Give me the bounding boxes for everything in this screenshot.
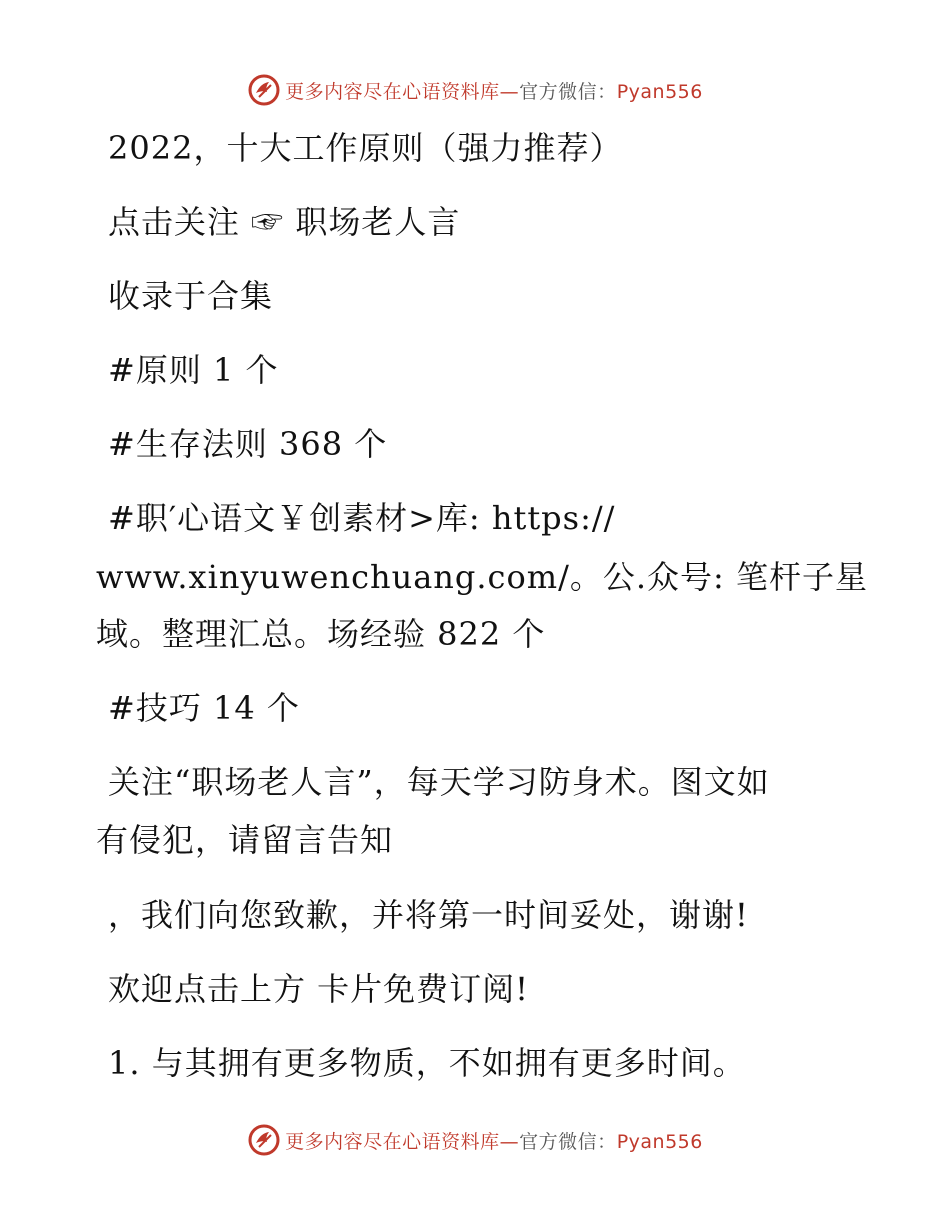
watermark-dash: — bbox=[499, 1130, 520, 1153]
notice-line-2: 有侵犯，请留言告知 bbox=[96, 821, 394, 859]
apology-line: ，我们向您致歉，并将第一时间妥处，谢谢! bbox=[108, 896, 749, 934]
watermark-text bbox=[285, 77, 703, 104]
document-title: 2022，十大工作原则（强力推荐） bbox=[108, 129, 623, 167]
notice-line-1: 关注“职场老人言”，每天学习防身术。图文如 bbox=[108, 763, 770, 801]
watermark-wechat-id: Pyan556 bbox=[616, 80, 703, 103]
watermark-site-name: 更多内容尽在心语资料库 bbox=[285, 1130, 500, 1153]
tag-workplace-line-2: www.xinyuwenchuang.com/。公.众号: 笔杆子星 bbox=[96, 558, 868, 596]
watermark-banner-bottom bbox=[0, 1120, 950, 1160]
tag-workplace-line-3: 域。整理汇总。场经验 822 个 bbox=[96, 615, 546, 653]
watermark-dash: — bbox=[499, 80, 520, 103]
watermark-site-name: 更多内容尽在心语资料库 bbox=[285, 80, 500, 103]
watermark-wechat-id: Pyan556 bbox=[616, 1130, 703, 1153]
tag-principles: #原则 1 个 bbox=[108, 351, 279, 389]
tag-workplace-line-1: #职′心语文￥创素材>库: https:// bbox=[108, 499, 616, 537]
watermark-text bbox=[285, 1127, 703, 1154]
tag-survival-rules: #生存法则 368 个 bbox=[108, 425, 388, 463]
logo-icon bbox=[247, 1123, 281, 1157]
principle-1: 1. 与其拥有更多物质，不如拥有更多时间。 bbox=[108, 1044, 746, 1082]
logo-icon bbox=[247, 73, 281, 107]
collection-line: 收录于合集 bbox=[108, 277, 274, 315]
watermark-wechat-label: 官方微信： bbox=[519, 1130, 617, 1153]
watermark-wechat-label: 官方微信： bbox=[519, 80, 617, 103]
subscribe-line: 欢迎点击上方 卡片免费订阅! bbox=[108, 970, 530, 1008]
tag-skills: #技巧 14 个 bbox=[108, 689, 300, 727]
watermark-banner-top bbox=[0, 70, 950, 110]
follow-line: 点击关注 ☞ 职场老人言 bbox=[108, 203, 461, 241]
